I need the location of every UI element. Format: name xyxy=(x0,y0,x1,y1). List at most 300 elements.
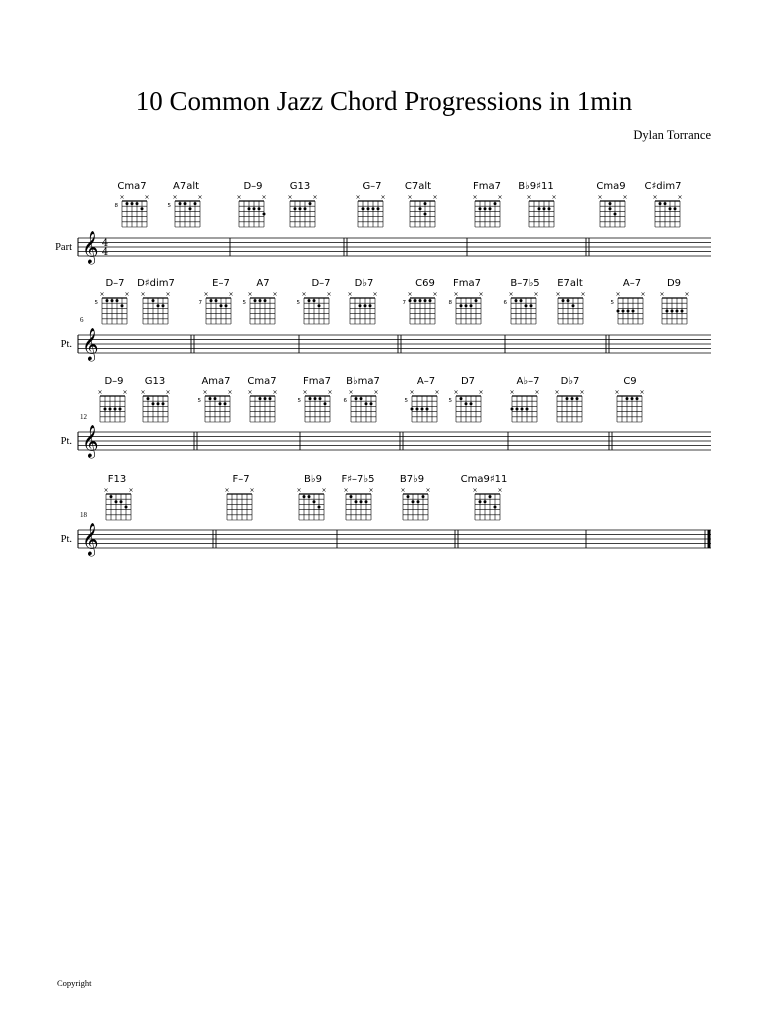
fret-number: 8 xyxy=(114,203,118,209)
muted-string-marker: × xyxy=(453,389,459,396)
score-title: 10 Common Jazz Chord Progressions in 1min xyxy=(135,86,633,116)
muted-string-marker: × xyxy=(302,389,308,396)
muted-string-marker: × xyxy=(472,487,478,494)
finger-dot xyxy=(111,299,114,302)
finger-dot xyxy=(259,397,262,400)
muted-string-marker: × xyxy=(497,487,503,494)
finger-dot xyxy=(617,310,620,313)
finger-dot xyxy=(259,299,262,302)
finger-dot xyxy=(152,299,155,302)
muted-string-marker: × xyxy=(224,487,230,494)
muted-string-marker: × xyxy=(407,291,413,298)
chord-name: Fma7 xyxy=(453,278,481,289)
chord xyxy=(168,181,203,227)
chord-diagram xyxy=(409,298,436,324)
part-label: Pt. xyxy=(60,534,72,545)
chord-diagram xyxy=(305,396,330,422)
chord-name: D–7 xyxy=(311,278,331,289)
muted-string-marker: × xyxy=(579,389,585,396)
finger-dot xyxy=(121,304,124,307)
finger-dot xyxy=(147,397,150,400)
muted-string-marker: × xyxy=(432,194,438,201)
muted-string-marker: × xyxy=(534,389,540,396)
muted-string-marker: × xyxy=(373,389,379,396)
finger-dot xyxy=(460,304,463,307)
finger-dot xyxy=(494,202,497,205)
fret-number: 7 xyxy=(402,300,406,306)
chord-name: A7 xyxy=(256,278,270,289)
chord xyxy=(137,278,175,324)
finger-dot xyxy=(636,397,639,400)
finger-dot xyxy=(157,304,160,307)
muted-string-marker: × xyxy=(128,487,134,494)
finger-dot xyxy=(429,299,432,302)
finger-dot xyxy=(355,397,358,400)
finger-dot xyxy=(626,397,629,400)
finger-dot xyxy=(419,299,422,302)
finger-dot xyxy=(479,500,482,503)
finger-dot xyxy=(152,402,155,405)
muted-string-marker: × xyxy=(533,291,539,298)
chord-name: D9 xyxy=(666,278,682,289)
muted-string-marker: × xyxy=(227,389,233,396)
measure-number: 6 xyxy=(80,316,84,324)
chord-diagram xyxy=(617,298,644,324)
chord-diagram xyxy=(403,494,428,520)
finger-dot xyxy=(666,310,669,313)
finger-dot xyxy=(359,304,362,307)
chord xyxy=(297,278,332,324)
finger-dot xyxy=(258,207,261,210)
chord-diagram xyxy=(351,396,376,422)
chord-diagram xyxy=(250,396,275,422)
chord-diagram xyxy=(346,494,371,520)
finger-dot xyxy=(225,304,228,307)
finger-dot xyxy=(114,408,117,411)
chord xyxy=(596,181,627,227)
finger-dot xyxy=(308,495,311,498)
muted-string-marker: × xyxy=(453,291,459,298)
muted-string-marker: × xyxy=(165,291,171,298)
chord-diagram xyxy=(206,298,231,324)
fret-number: 5 xyxy=(94,300,98,306)
finger-dot xyxy=(314,397,317,400)
chord-diagram xyxy=(100,396,125,422)
chord xyxy=(115,181,150,227)
muted-string-marker: × xyxy=(249,487,255,494)
finger-dot xyxy=(566,397,569,400)
muted-string-marker: × xyxy=(472,194,478,201)
finger-dot xyxy=(194,202,197,205)
finger-dot xyxy=(530,304,533,307)
copyright: Copyright xyxy=(57,978,92,988)
finger-dot xyxy=(304,207,307,210)
muted-string-marker: × xyxy=(272,291,278,298)
chord xyxy=(644,181,682,227)
chord-name: B♭9 xyxy=(304,474,322,485)
finger-dot xyxy=(224,402,227,405)
finger-dot xyxy=(214,397,217,400)
muted-string-marker: × xyxy=(296,487,302,494)
muted-string-marker: × xyxy=(124,291,130,298)
chord-name: A7alt xyxy=(172,181,200,192)
staff-system xyxy=(61,376,711,459)
muted-string-marker: × xyxy=(478,291,484,298)
finger-dot xyxy=(411,408,414,411)
finger-dot xyxy=(215,299,218,302)
finger-dot xyxy=(576,397,579,400)
chord xyxy=(287,181,317,227)
finger-dot xyxy=(465,402,468,405)
chord-diagram xyxy=(511,396,538,422)
finger-dot xyxy=(614,213,617,216)
muted-string-marker: × xyxy=(343,487,349,494)
chord-name: Fma7 xyxy=(473,181,501,192)
muted-string-marker: × xyxy=(144,194,150,201)
finger-dot xyxy=(131,202,134,205)
muted-string-marker: × xyxy=(508,291,514,298)
muted-string-marker: × xyxy=(97,389,103,396)
chord-diagram xyxy=(600,201,625,227)
chord-name: A–7 xyxy=(622,278,642,289)
finger-dot xyxy=(548,207,551,210)
finger-dot xyxy=(484,207,487,210)
chord-diagram xyxy=(102,298,127,324)
finger-dot xyxy=(365,500,368,503)
finger-dot xyxy=(516,408,519,411)
chord xyxy=(97,376,127,422)
finger-dot xyxy=(355,500,358,503)
chord-diagram xyxy=(239,201,266,227)
finger-dot xyxy=(350,495,353,498)
finger-dot xyxy=(484,500,487,503)
finger-dot xyxy=(470,304,473,307)
chord xyxy=(405,376,440,422)
chord-name: C69 xyxy=(415,278,435,289)
chord-diagram xyxy=(250,298,275,324)
finger-dot xyxy=(409,299,412,302)
measure-number: 12 xyxy=(80,413,87,421)
finger-dot xyxy=(632,310,635,313)
chord-name: B♭ma7 xyxy=(346,376,380,387)
fret-number: 5 xyxy=(296,300,300,306)
chord-diagram xyxy=(358,201,383,227)
finger-dot xyxy=(417,500,420,503)
muted-string-marker: × xyxy=(236,194,242,201)
chord-diagram xyxy=(143,396,168,422)
finger-dot xyxy=(119,408,122,411)
muted-string-marker: × xyxy=(400,487,406,494)
chord-name: B7♭9 xyxy=(399,474,425,485)
finger-dot xyxy=(120,500,123,503)
chord-diagram xyxy=(557,396,582,422)
muted-string-marker: × xyxy=(202,389,208,396)
fret-number: 5 xyxy=(610,300,614,306)
chord-name: F–7 xyxy=(232,474,250,485)
treble-clef-icon: 𝄞 xyxy=(82,230,99,264)
chord xyxy=(344,376,380,422)
chord xyxy=(554,376,584,422)
muted-string-marker: × xyxy=(172,194,178,201)
finger-dot xyxy=(521,408,524,411)
chord-name: B♭9♯11 xyxy=(518,181,554,192)
chord-name: Cma7 xyxy=(117,181,147,192)
finger-dot xyxy=(324,402,327,405)
fret-number: 6 xyxy=(343,398,347,404)
finger-dot xyxy=(622,310,625,313)
chord xyxy=(243,278,278,324)
muted-string-marker: × xyxy=(554,389,560,396)
finger-dot xyxy=(263,213,266,216)
finger-dot xyxy=(465,304,468,307)
chord xyxy=(400,474,431,520)
muted-string-marker: × xyxy=(652,194,658,201)
muted-string-marker: × xyxy=(659,291,665,298)
finger-dot xyxy=(470,402,473,405)
finger-dot xyxy=(424,299,427,302)
chord-name: D♯dim7 xyxy=(137,278,175,289)
muted-string-marker: × xyxy=(580,291,586,298)
chord-diagram xyxy=(475,201,500,227)
muted-string-marker: × xyxy=(425,487,431,494)
chord xyxy=(103,474,133,520)
finger-dot xyxy=(162,304,165,307)
chord-name: G13 xyxy=(144,376,166,387)
finger-dot xyxy=(362,207,365,210)
finger-dot xyxy=(520,299,523,302)
chord-name: D♭7 xyxy=(560,376,580,387)
muted-string-marker: × xyxy=(247,389,253,396)
chord-diagram xyxy=(106,494,131,520)
muted-string-marker: × xyxy=(347,291,353,298)
chord-diagram xyxy=(205,396,230,422)
finger-dot xyxy=(414,299,417,302)
chord-name: C♯dim7 xyxy=(644,181,682,192)
muted-string-marker: × xyxy=(327,389,333,396)
finger-dot xyxy=(248,207,251,210)
fret-number: 5 xyxy=(297,398,301,404)
final-barline-thick xyxy=(708,530,711,548)
chord-diagram xyxy=(175,201,200,227)
chord xyxy=(614,376,644,422)
chord-name: Cma9 xyxy=(596,181,626,192)
chord xyxy=(347,278,377,324)
finger-dot xyxy=(515,299,518,302)
finger-dot xyxy=(109,408,112,411)
chord xyxy=(199,278,234,324)
finger-dot xyxy=(184,202,187,205)
chord-diagram xyxy=(304,298,329,324)
chord-name: Ama7 xyxy=(201,376,231,387)
finger-dot xyxy=(664,202,667,205)
finger-dot xyxy=(369,304,372,307)
chord-diagram xyxy=(227,494,252,520)
muted-string-marker: × xyxy=(615,291,621,298)
chord-name: D–7 xyxy=(105,278,125,289)
chord-diagram xyxy=(511,298,536,324)
finger-dot xyxy=(162,402,165,405)
chord xyxy=(140,376,170,422)
finger-dot xyxy=(264,299,267,302)
chord-name: G13 xyxy=(289,181,311,192)
muted-string-marker: × xyxy=(99,291,105,298)
finger-dot xyxy=(676,310,679,313)
finger-dot xyxy=(494,506,497,509)
finger-dot xyxy=(126,202,129,205)
chord xyxy=(298,376,333,422)
muted-string-marker: × xyxy=(140,291,146,298)
muted-string-marker: × xyxy=(639,389,645,396)
chord xyxy=(224,474,254,520)
finger-dot xyxy=(422,495,425,498)
finger-dot xyxy=(210,299,213,302)
finger-dot xyxy=(313,500,316,503)
finger-dot xyxy=(489,495,492,498)
finger-dot xyxy=(543,207,546,210)
chord xyxy=(659,278,689,324)
finger-dot xyxy=(106,299,109,302)
finger-dot xyxy=(525,304,528,307)
muted-string-marker: × xyxy=(348,389,354,396)
finger-dot xyxy=(189,207,192,210)
finger-dot xyxy=(309,397,312,400)
muted-string-marker: × xyxy=(684,291,690,298)
finger-dot xyxy=(372,207,375,210)
finger-dot xyxy=(308,299,311,302)
chord xyxy=(611,278,646,324)
finger-dot xyxy=(364,304,367,307)
part-label: Pt. xyxy=(60,436,72,447)
finger-dot xyxy=(299,207,302,210)
finger-dot xyxy=(511,408,514,411)
chord-name: F♯–7♭5 xyxy=(341,474,375,485)
finger-dot xyxy=(318,506,321,509)
finger-dot xyxy=(309,202,312,205)
finger-dot xyxy=(489,207,492,210)
muted-string-marker: × xyxy=(432,291,438,298)
part-label: Part xyxy=(55,242,72,253)
chord-name: F13 xyxy=(107,474,127,485)
chord-name: D–9 xyxy=(104,376,124,387)
chord-diagram xyxy=(456,396,481,422)
chord-diagram xyxy=(617,396,642,422)
chord xyxy=(403,278,438,324)
finger-dot xyxy=(294,207,297,210)
chord-name: C9 xyxy=(623,376,637,387)
chord-name: A♭–7 xyxy=(516,376,540,387)
finger-dot xyxy=(116,299,119,302)
muted-string-marker: × xyxy=(165,389,171,396)
treble-clef-icon: 𝄞 xyxy=(82,424,99,458)
finger-dot xyxy=(136,202,139,205)
muted-string-marker: × xyxy=(614,389,620,396)
chord-diagram xyxy=(411,396,438,422)
muted-string-marker: × xyxy=(261,194,267,201)
finger-dot xyxy=(253,207,256,210)
finger-dot xyxy=(179,202,182,205)
muted-string-marker: × xyxy=(622,194,628,201)
chord-name: G–7 xyxy=(362,181,382,192)
finger-dot xyxy=(567,299,570,302)
chord-name: Cma7 xyxy=(247,376,277,387)
chord xyxy=(449,278,484,324)
finger-dot xyxy=(115,500,118,503)
muted-string-marker: × xyxy=(301,291,307,298)
muted-string-marker: × xyxy=(326,291,332,298)
chord xyxy=(504,278,540,324)
chord-name: D♭7 xyxy=(354,278,374,289)
finger-dot xyxy=(209,397,212,400)
chord-name: Cma9♯11 xyxy=(460,474,508,485)
muted-string-marker: × xyxy=(640,291,646,298)
muted-string-marker: × xyxy=(677,194,683,201)
muted-string-marker: × xyxy=(103,487,109,494)
chord-diagram xyxy=(456,298,481,324)
fret-number: 6 xyxy=(503,300,507,306)
finger-dot xyxy=(407,495,410,498)
chord-diagram xyxy=(122,201,147,227)
muted-string-marker: × xyxy=(555,291,561,298)
muted-string-marker: × xyxy=(478,389,484,396)
chord xyxy=(355,181,385,227)
finger-dot xyxy=(157,402,160,405)
fret-number: 7 xyxy=(198,300,202,306)
finger-dot xyxy=(681,310,684,313)
chord-name: C7alt xyxy=(404,181,432,192)
finger-dot xyxy=(416,408,419,411)
finger-dot xyxy=(627,310,630,313)
chord-diagram xyxy=(655,201,680,227)
finger-dot xyxy=(669,207,672,210)
time-signature-top: 4 xyxy=(101,238,109,249)
chord xyxy=(95,278,130,324)
finger-dot xyxy=(609,207,612,210)
fret-number: 5 xyxy=(197,398,201,404)
muted-string-marker: × xyxy=(122,389,128,396)
fret-number: 8 xyxy=(448,300,452,306)
muted-string-marker: × xyxy=(203,291,209,298)
finger-dot xyxy=(571,397,574,400)
part-label: Pt. xyxy=(60,339,72,350)
finger-dot xyxy=(562,299,565,302)
finger-dot xyxy=(609,202,612,205)
chord xyxy=(405,181,438,227)
muted-string-marker: × xyxy=(597,194,603,201)
finger-dot xyxy=(313,299,316,302)
chord xyxy=(555,278,585,324)
chord-diagram xyxy=(558,298,583,324)
finger-dot xyxy=(370,402,373,405)
chord-diagram xyxy=(290,201,315,227)
finger-dot xyxy=(104,408,107,411)
finger-dot xyxy=(659,202,662,205)
muted-string-marker: × xyxy=(526,194,532,201)
chord-name: D7 xyxy=(460,376,476,387)
finger-dot xyxy=(264,397,267,400)
chord-diagram xyxy=(410,201,435,227)
finger-dot xyxy=(426,408,429,411)
chord xyxy=(236,181,266,227)
finger-dot xyxy=(110,495,113,498)
finger-dot xyxy=(254,299,257,302)
muted-string-marker: × xyxy=(312,194,318,201)
muted-string-marker: × xyxy=(509,389,515,396)
chord-name: B–7♭5 xyxy=(510,278,540,289)
finger-dot xyxy=(419,207,422,210)
chord-name: Fma7 xyxy=(303,376,331,387)
finger-dot xyxy=(572,304,575,307)
finger-dot xyxy=(367,207,370,210)
